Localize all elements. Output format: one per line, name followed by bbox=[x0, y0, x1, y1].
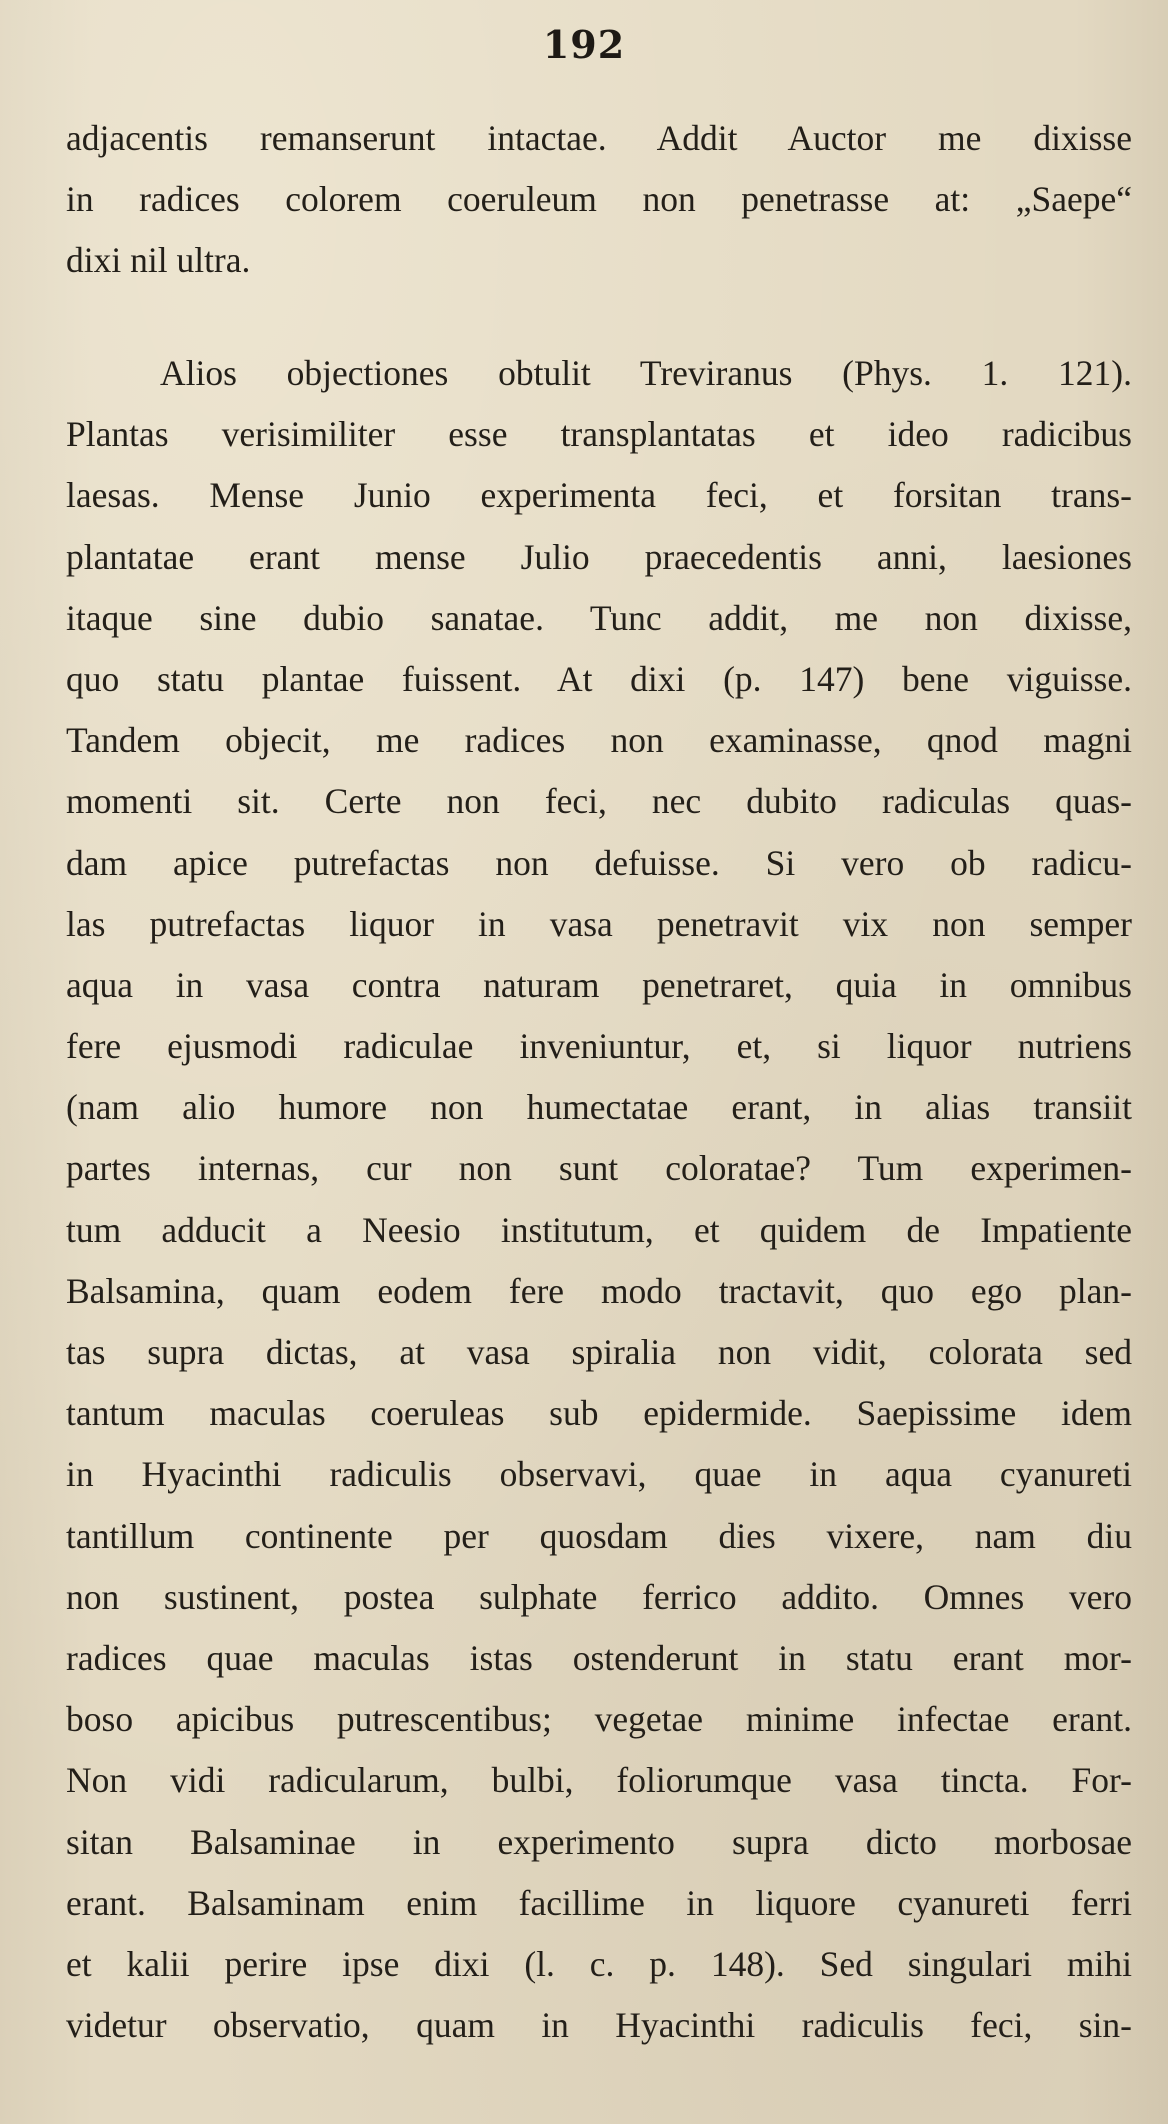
text-line: Alios objectiones obtulit Treviranus (Phys. 1. 121). bbox=[160, 353, 1132, 393]
text-line: erant. Balsaminam enim facillime in liquore cyanureti ferri bbox=[66, 1882, 1132, 1923]
text-line: momenti sit. Certe non feci, nec dubito radiculas quas- bbox=[66, 781, 1132, 822]
page-number: 192 bbox=[542, 22, 626, 67]
text-line: plantatae erant mense Julio praecedentis anni, laesiones bbox=[66, 536, 1132, 577]
text-line: Plantas verisimiliter esse transplantatas et ideo radicibus bbox=[66, 414, 1132, 455]
text-line: Non vidi radicularum, bulbi, foliorumque vasa tincta. For- bbox=[66, 1760, 1132, 1801]
text-line: dixi nil ultra. bbox=[66, 240, 251, 281]
paragraph-2 bbox=[66, 343, 1132, 2056]
text-line: in Hyacinthi radiculis observavi, quae in aqua cyanureti bbox=[66, 1454, 1132, 1495]
text-line: boso apicibus putrescentibus; vegetae minime infectae erant. bbox=[66, 1699, 1132, 1740]
text-line: (nam alio humore non humectatae erant, in alias transiit bbox=[66, 1087, 1132, 1128]
text-line: tantum maculas coeruleas sub epidermide. Saepissime idem bbox=[66, 1393, 1132, 1434]
text-line: laesas. Mense Junio experimenta feci, et forsitan trans- bbox=[66, 475, 1132, 516]
text-line: Balsamina, quam eodem fere modo tractavit, quo ego plan- bbox=[66, 1270, 1132, 1311]
text-line: et kalii perire ipse dixi (l. c. p. 148). Sed singulari mihi bbox=[66, 1943, 1132, 1984]
text-line: videtur observatio, quam in Hyacinthi radiculis feci, sin- bbox=[66, 2005, 1132, 2046]
text-line: radices quae maculas istas ostenderunt in statu erant mor- bbox=[66, 1637, 1132, 1678]
text-line: non sustinent, postea sulphate ferrico addito. Omnes vero bbox=[66, 1576, 1132, 1617]
text-line: las putrefactas liquor in vasa penetravit vix non semper bbox=[66, 903, 1132, 944]
text-line: tantillum continente per quosdam dies vixere, nam diu bbox=[66, 1515, 1132, 1556]
text-line: partes internas, cur non sunt coloratae? Tum experimen- bbox=[66, 1148, 1132, 1189]
text-line: itaque sine dubio sanatae. Tunc addit, me non dixisse, bbox=[66, 597, 1132, 638]
text-line: tum adducit a Neesio institutum, et quidem de Impatiente bbox=[66, 1209, 1132, 1250]
text-line: aqua in vasa contra naturam penetraret, quia in omnibus bbox=[66, 964, 1132, 1005]
text-line: sitan Balsaminae in experimento supra dicto morbosae bbox=[66, 1821, 1132, 1862]
text-line: in radices colorem coeruleum non penetrasse at: „Saepe“ bbox=[66, 179, 1132, 220]
text-line: fere ejusmodi radiculae inveniuntur, et, si liquor nutriens bbox=[66, 1026, 1132, 1067]
text-line: tas supra dictas, at vasa spiralia non vidit, colorata sed bbox=[66, 1332, 1132, 1372]
text-line: quo statu plantae fuissent. At dixi (p. 147) bene viguisse. bbox=[66, 658, 1132, 699]
text-line: dam apice putrefactas non defuisse. Si vero ob radicu- bbox=[66, 842, 1132, 883]
text-line: Tandem objecit, me radices non examinasse, qnod magni bbox=[66, 720, 1132, 761]
paragraph-1 bbox=[66, 108, 1132, 292]
text-line: adjacentis remanserunt intactae. Addit Auctor me dixisse bbox=[66, 118, 1132, 158]
